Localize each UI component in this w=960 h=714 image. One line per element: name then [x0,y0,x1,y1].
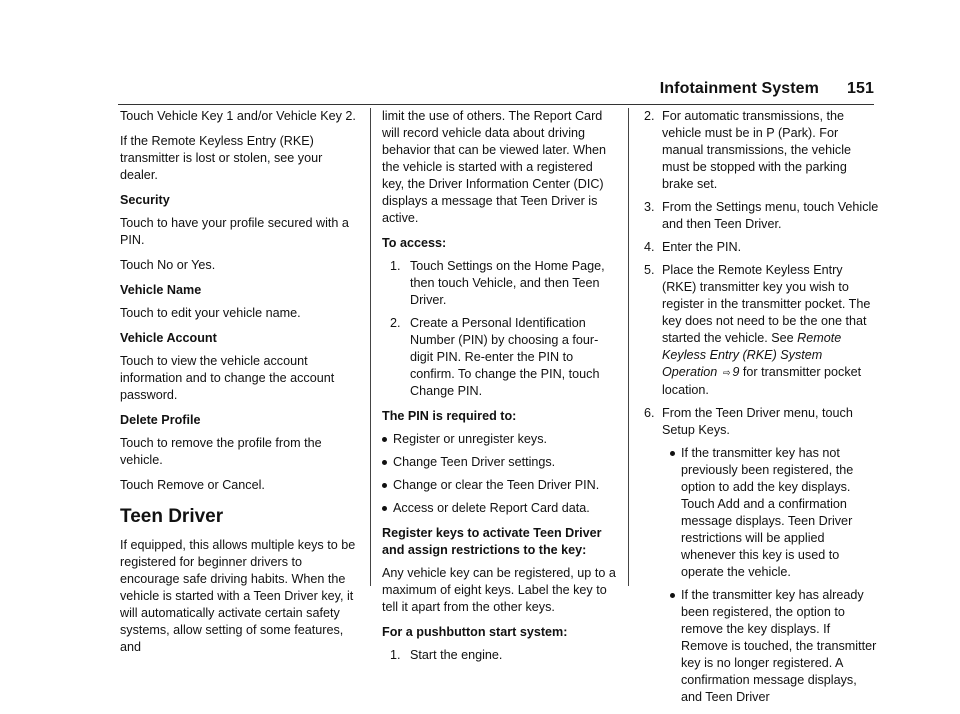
subheading-pin-required: The PIN is required to: [382,409,517,423]
list-item: If the transmitter key has not previously been registered, the option to add the key displays. Touch Add and a confirmation message displays. Teen Driver restrictions will be applied whenever this key is used to operate the vehicle. [670,445,880,581]
step-number: 5. [644,263,655,277]
step-text: From the Teen Driver menu, touch Setup Keys. [662,406,853,437]
subheading-register-keys: Register keys to activate Teen Driver and assign restrictions to the key: [382,526,602,557]
column-divider [370,108,371,586]
pin-bullets-list [382,431,618,517]
reference-page-number[interactable]: 9 [732,365,740,379]
step-number: 6. [644,406,655,420]
header-rule [118,104,874,105]
step-number: 4. [644,240,655,254]
page-header [660,80,874,98]
paragraph: Touch to remove the profile from the vehicle. [120,436,322,467]
pushbutton-steps-list [382,647,618,664]
step-number: 2. [644,109,655,123]
step-text-tail: for transmitter pocket location. [662,365,862,397]
step-text: Start the engine. [410,648,503,662]
step-number: 1. [390,648,401,662]
subheading-to-access: To access: [382,236,447,250]
paragraph: Touch to view the vehicle account information and to change the account password. [120,354,335,402]
setup-keys-bullets [670,445,880,706]
list-item [382,258,618,309]
step-number: 2. [390,316,401,330]
column-divider [628,108,629,586]
subheading-vehicle-account: Vehicle Account [120,331,217,345]
paragraph: Touch to have your profile secured with a PIN. [120,216,349,247]
list-item [644,239,880,256]
list-item [644,108,880,193]
list-item [382,647,618,664]
list-item: Register or unregister keys. [382,431,618,448]
step-text: Enter the PIN. [662,240,742,254]
paragraph: Any vehicle key can be registered, up to a maximum of eight keys. Label the key to tell it apart from the other keys. [382,566,616,614]
list-item: If the transmitter key has already been registered, the option to remove the key displays. If Remove is touched, the transmitter key is no longer registered. A confirmation message displays, and Teen Driver [670,587,880,706]
list-item [644,199,880,233]
access-steps-list [382,258,618,400]
paragraph: If the Remote Keyless Entry (RKE) transmitter is lost or stolen, see your dealer. [120,134,323,182]
list-item: Change or clear the Teen Driver PIN. [382,477,618,494]
step-text: Place the Remote Keyless Entry (RKE) transmitter key you wish to register in the transmitter pocket. The key does not need to be the one that started the vehicle. See [662,263,871,345]
subheading-vehicle-name: Vehicle Name [120,283,202,297]
subheading-security: Security [120,193,170,207]
paragraph: If equipped, this allows multiple keys to be registered for beginner drivers to encourage safe driving habits. When the vehicle is started with a Teen Driver key, it will automatically activate certain safety systems, allow setting of some features, and [120,538,356,654]
column-3 [644,108,880,714]
page-number: 151 [847,80,874,97]
paragraph: Touch No or Yes. [120,258,216,272]
section-title: Infotainment System [659,80,819,97]
list-item: Change Teen Driver settings. [382,454,618,471]
subheading-delete-profile: Delete Profile [120,413,201,427]
list-item [644,262,880,399]
subheading-pushbutton: For a pushbutton start system: [382,625,568,639]
column-2 [382,108,618,672]
column-1 [120,108,360,664]
page-reference-icon: ⇨ [722,368,731,379]
paragraph: Touch Remove or Cancel. [120,478,265,492]
step-text: From the Settings menu, touch Vehicle and then Teen Driver. [662,200,879,231]
step-text: Create a Personal Identification Number (PIN) by choosing a four-digit PIN. Re-enter the PIN to confirm. To change the PIN, touch Change PIN. [410,316,600,398]
paragraph: Touch Vehicle Key 1 and/or Vehicle Key 2. [120,109,356,123]
list-item [382,315,618,400]
step-number: 1. [390,259,401,273]
paragraph: Touch to edit your vehicle name. [120,306,301,320]
list-item [644,405,880,706]
list-item: Access or delete Report Card data. [382,500,618,517]
step-text: Touch Settings on the Home Page, then touch Vehicle, and then Teen Driver. [410,259,605,307]
paragraph: limit the use of others. The Report Card will record vehicle data about driving behavior that can be viewed later. When the vehicle is started with a registered key, the Driver Information Center (DIC) displays a message that Teen Driver is active. [382,109,607,225]
pushbutton-steps-continued [644,108,880,706]
cross-reference-link[interactable]: Remote Keyless Entry (RKE) System Operation [662,331,842,379]
step-text: For automatic transmissions, the vehicle must be in P (Park). For manual transmissions, the vehicle must be stopped with the parking brake set. [662,109,851,191]
step-number: 3. [644,200,655,214]
section-heading-teen-driver: Teen Driver [120,506,224,527]
